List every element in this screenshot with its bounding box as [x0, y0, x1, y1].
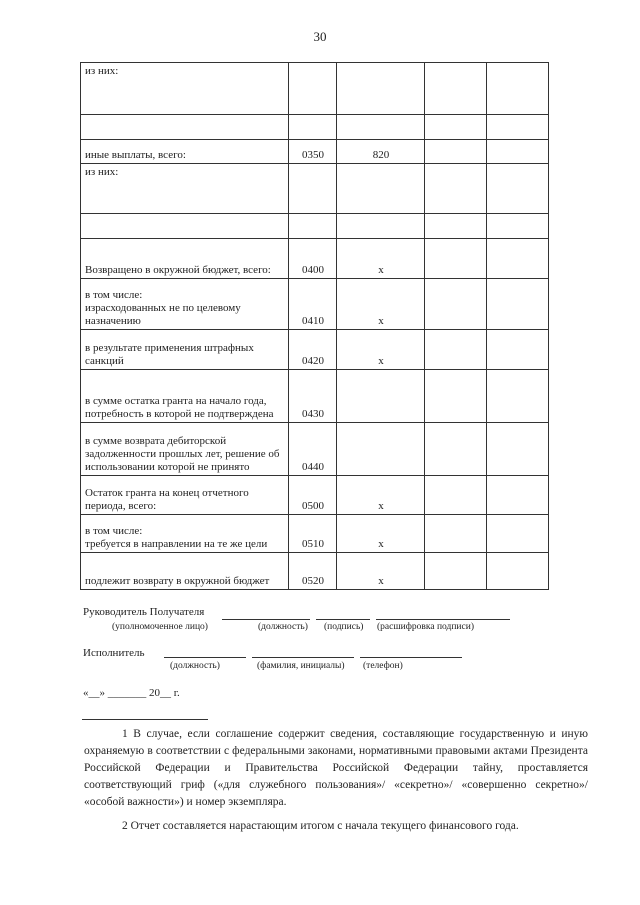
row-value [337, 63, 425, 115]
executor-position-line [164, 657, 246, 658]
table-row [81, 553, 549, 590]
head-name-line [376, 619, 510, 620]
row-label: Остаток гранта на конец отчетного периода, всего: [81, 476, 289, 515]
row-code [289, 164, 337, 214]
head-position-line [222, 619, 310, 620]
row-code: 0510 [289, 515, 337, 553]
caption-name: (расшифровка подписи) [377, 622, 474, 632]
table-row [81, 63, 549, 115]
caption-exec-name: (фамилия, инициалы) [257, 661, 345, 671]
row-label: иные выплаты, всего: [81, 140, 289, 164]
row-value: 820 [337, 140, 425, 164]
row-code: 0350 [289, 140, 337, 164]
head-label: Руководитель Получателя [83, 606, 205, 618]
table-row [81, 515, 549, 553]
caption-signature: (подпись) [324, 622, 364, 632]
caption-position: (должность) [258, 622, 308, 632]
caption-exec-position: (должность) [170, 661, 220, 671]
caption-exec-phone: (телефон) [363, 661, 403, 671]
row-code: 0500 [289, 476, 337, 515]
caption-authorized: (уполномоченное лицо) [112, 622, 208, 632]
row-label [81, 214, 289, 239]
row-code: 0410 [289, 279, 337, 330]
row-label: в сумме остатка гранта на начало года, потребность в которой не подтверждена [81, 370, 289, 423]
footnote-2: 2 Отчет составляется нарастающим итогом с начала текущего финансового года. [122, 820, 519, 832]
row-code [289, 115, 337, 140]
row-code: 0400 [289, 239, 337, 279]
executor-label: Исполнитель [83, 647, 145, 659]
table-row [81, 330, 549, 370]
head-signature-line [316, 619, 370, 620]
row-value: x [337, 476, 425, 515]
row-code: 0520 [289, 553, 337, 590]
row-label: в сумме возврата дебиторской задолженности прошлых лет, решение об использовании которой не принято [81, 423, 289, 476]
table-row [81, 214, 549, 239]
row-label: из них: [81, 164, 289, 214]
executor-name-line [252, 657, 354, 658]
row-value: x [337, 279, 425, 330]
row-code: 0420 [289, 330, 337, 370]
footnote-separator [82, 719, 208, 720]
row-value [337, 214, 425, 239]
row-label: в результате применения штрафных санкций [81, 330, 289, 370]
row-code [289, 63, 337, 115]
table-row [81, 370, 549, 423]
footnote-1: 1 В случае, если соглашение содержит сведения, составляющие государственную и иную охраняемую в соответствии с федеральными законами, нормативными правовыми актами Президента Российской Федерации и Правительства Российской Федерации тайну, проставляется соответствующий гриф («для служебного пользования»/ «секретно»/ «совершенно секретно»/ «особой важности») и номер экземпляра. [84, 728, 588, 808]
table-row [81, 164, 549, 214]
row-value: x [337, 239, 425, 279]
table-row [81, 239, 549, 279]
row-label: подлежит возврату в окружной бюджет [81, 553, 289, 590]
table-row [81, 279, 549, 330]
row-value: x [337, 553, 425, 590]
row-label: из них: [81, 63, 289, 115]
row-value [337, 370, 425, 423]
table-row [81, 423, 549, 476]
row-label: в том числе: израсходованных не по целевому назначению [81, 279, 289, 330]
executor-phone-line [360, 657, 462, 658]
row-value [337, 115, 425, 140]
row-value [337, 423, 425, 476]
row-label: в том числе: требуется в направлении на те же цели [81, 515, 289, 553]
row-value: x [337, 330, 425, 370]
date-line: «__» _______ 20__ г. [83, 687, 180, 699]
page-number: 30 [313, 29, 327, 44]
row-code [289, 214, 337, 239]
table-row [81, 115, 549, 140]
report-table [80, 62, 549, 590]
row-value: x [337, 515, 425, 553]
table-row [81, 140, 549, 164]
row-code: 0440 [289, 423, 337, 476]
row-label [81, 115, 289, 140]
row-code: 0430 [289, 370, 337, 423]
row-label: Возвращено в окружной бюджет, всего: [81, 239, 289, 279]
table-row [81, 476, 549, 515]
row-value [337, 164, 425, 214]
